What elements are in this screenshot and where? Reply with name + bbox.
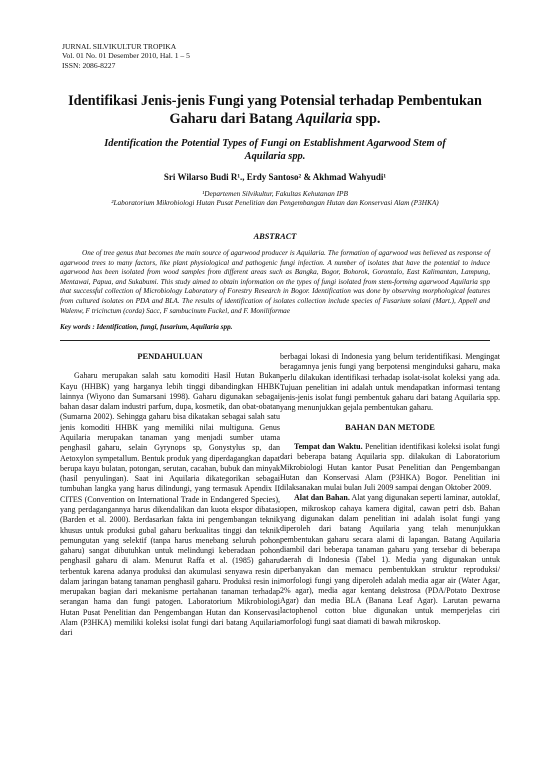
introduction-continued: berbagai lokasi di Indonesia yang belum teridentifikasi. Mengingat beragamnya jenis fungi yang berpotensi menginduksi gaharu, maka perlu dilakukan identifikasi terhadap isolat-isolat koleksi yang ada. Tujuan penelitian ini adalah untuk mendapatkan informasi tentang jenis-jenis isolat fungi pembentuk gaharu dari batang Aquilaria spp. yang menunjukkan gejala pembentukan gaharu. xyxy=(280,352,500,413)
section-heading-methods: BAHAN DAN METODE xyxy=(345,422,435,432)
left-column xyxy=(60,352,280,639)
tools-materials-paragraph xyxy=(280,493,500,627)
keywords: Key words : Identification, fungi, fusarium, Aquilaria spp. xyxy=(60,323,233,331)
spacer xyxy=(280,433,500,442)
journal-volume: Vol. 01 No. 01 Desember 2010, Hal. 1 – 5 xyxy=(62,51,190,61)
paper-title-genus: Aquilaria xyxy=(296,111,353,127)
english-title-line1: Identification the Potential Types of Fungi on Establishment Agarwood Stem of xyxy=(104,138,446,149)
paper-title-prefix: Gaharu dari Batang xyxy=(169,111,297,127)
journal-issn: ISSN: 2086-8227 xyxy=(62,60,116,70)
paper-title-suffix: spp. xyxy=(352,111,381,127)
right-column xyxy=(280,352,500,627)
journal-name: JURNAL SILVIKULTUR TROPIKA xyxy=(62,42,177,51)
author-list: Sri Wilarso Budi R¹., Erdy Santoso² & Akhmad Wahyudi¹ xyxy=(163,172,387,182)
journal-header xyxy=(62,42,190,70)
spacer xyxy=(280,414,500,423)
place-and-time-lead: Tempat dan Waktu. xyxy=(294,441,363,451)
abstract-heading: ABSTRACT xyxy=(253,232,297,241)
english-title xyxy=(60,137,490,163)
paper-title-line2 xyxy=(40,110,510,128)
spacer xyxy=(60,362,280,371)
abstract-text: One of tree genus that becomes the main source of agarwood producer is Aquilaria. The formation of agarwood was believed as response of agarwood trees to many factors, like plant physiological and pathogenic fungi infection. A number of isolates that have the potential to induce agarwood has been isolated from wood samples from different areas such as Bangka, Bogor, Bohorok, Gorontalo, East Kalimantan, Lampung, Mentawai, Papua, and Sukabumi. This study aimed to obtain information on the types of fungi isolated from stem-forming agarwood Aquilaria spp that successful collection of Microbiology Laboratory of Forestry Research in Bogor. Identification was done by observing morphological features from cultured isolates on PDA and BLA. The results of identification of isolates collection include species of Fusarium solani (Mart.), Appell and Walenw, F tricinctum (corda) Sacc, F sambucinum Fuckel, and F. Moniliformae xyxy=(60,249,490,315)
tools-materials-text: Alat yang digunakan seperti laminar, autoklaf, open, mikroskop cahaya kamera digital, cawan petri dsb. Bahan yang digunakan dalam penelitian ini adalah isolat fungi yang diperoleh dari batang Aquilaria yang telah menunjukkan pembentukan gaharu secara alami di lapangan. Batang Aquilaria diambil dari beberapa tanaman gaharu yang tersebar di beberapa daerah di Indonesia (Tabel 1). Media yang digunakan untuk perbanyakan dan memacu pembentukkan struktur reproduksi/ morfologi fungi yang diperoleh adalah media agar air (Water Agar, 2% agar), media agar kentang dekstrosa (PDA/Potato Dextrose Agar) dan media BLA (Banana Leaf Agar). Larutan pewarna lactophenol cotton blue digunakan untuk memperjelas ciri morfologi fungi saat diamati di bawah mikroskop. xyxy=(280,493,501,626)
introduction-paragraph: Gaharu merupakan salah satu komoditi Hasil Hutan Bukan Kayu (HHBK) yang harganya lebih tinggi dibandingkan HHBK lainnya (Wiyono dan Sumarsani 1998). Gaharu digunakan sebagai bahan dasar dalam industri parfum, dupa, kosmetik, dan obat-obatan (Sumarna 2002). Sehingga gaharu bisa dikatakan sebagai salah satu jenis komoditi HHBK yang memiliki nilai multiguna. Genus Aquilaria merupakan tanaman yang menjadi sumber utama penghasil gaharu, selain Gyrynops sp, Gonystylus sp, dan Aetoxylon sympetallum. Bentuk produk yang diperdagangkan dapat berupa kayu bulatan, potongan, serutan, cacahan, bubuk dan minyak (hasil penyulingan). Saat ini Aquilaria dikategorikan sebagai tumbuhan langka yang harus dilindungi, yang termasuk Apendix II CITES (Convention on International Trade in Endangered Species), yang perdagangannya harus dikendalikan dan kuota ekspor dibatasi (Barden et al. 2000). Berdasarkan fakta ini pengembangan teknik khusus untuk produksi gubal gaharu berkualitas tinggi dan teknik pemungutan yang selektif (tanpa harus menebang seluruh pohon gaharu) sangat dibutuhkan untuk melindungi keberadaan pohon penghasil gaharu di alam. Menurut Raffa et al. (1985) gaharu terbentuk karena adanya produksi dan akumulasi senyawa resin di dalam jaringan batang tanaman penghasil gaharu. Produksi resin ini merupakan bagian dari mekanisme pertahanan tanaman terhadap serangan hama dan fungi patogen. Laboratorium Mikrobiologi Hutan Pusat Penelitian dan Pengembangan Hutan dan Konservasi Alam (P3HKA) memiliki koleksi isolat fungi dari batang Aquilaria dari xyxy=(60,371,280,638)
place-and-time-text: Penelitian identifikasi koleksi isolat fungi dari beberapa batang Aquilaria spp. dilakukan di Laboratorium Mikrobiologi Hutan kantor Pusat Penelitian dan Pengembangan Hutan dan Konservasi Alam (P3HKA) Bogor. Penelitian ini dilaksanakan mulai bulan Juli 2009 sampai dengan Oktober 2009. xyxy=(280,441,501,493)
affiliation-2: ²Laboratorium Mikrobiologi Hutan Pusat Penelitian dan Pengembangan Hutan dan Konservasi Alam (P3HKA) xyxy=(111,198,439,207)
place-and-time-paragraph xyxy=(280,442,500,493)
paper-title xyxy=(40,92,510,128)
divider xyxy=(60,340,490,341)
affiliation-1: ¹Departemen Silvikultur, Fakultas Kehutanan IPB xyxy=(202,189,348,198)
paper-title-line1: Identifikasi Jenis-jenis Fungi yang Potensial terhadap Pembentukan xyxy=(68,93,482,109)
tools-materials-lead: Alat dan Bahan. xyxy=(294,493,350,503)
section-heading-introduction: PENDAHULUAN xyxy=(137,352,203,361)
english-title-line2: Aquilaria spp. xyxy=(244,151,306,162)
